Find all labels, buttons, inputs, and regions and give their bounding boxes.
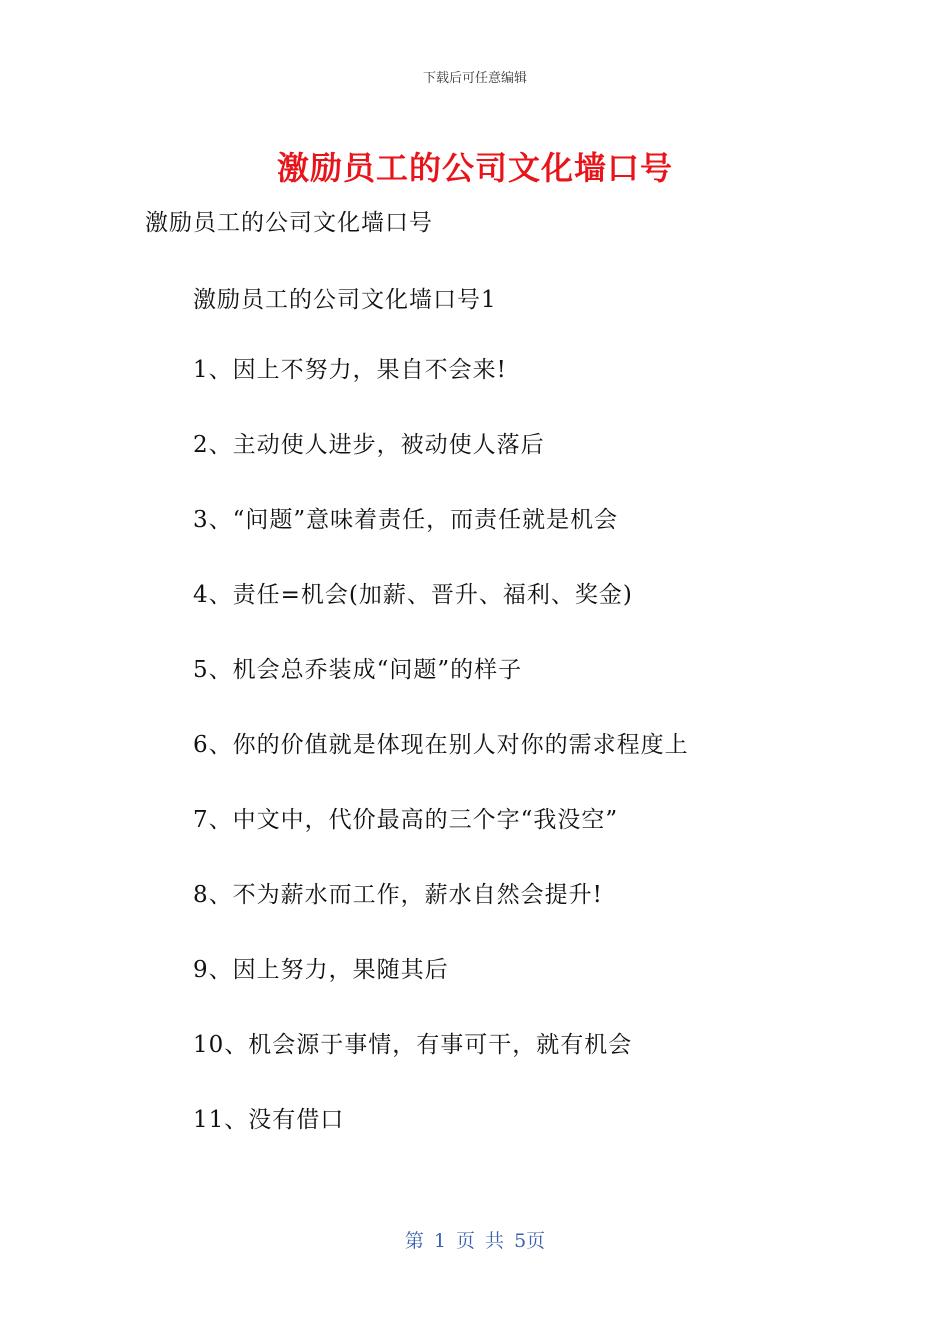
slogan-item: 11、没有借口 [193,1107,345,1133]
slogan-item: 9、因上努力，果随其后 [193,957,449,983]
slogan-item: 5、机会总乔装成“问题”的样子 [193,657,523,683]
slogan-item: 6、你的价值就是体现在别人对你的需求程度上 [193,732,689,758]
slogan-item: 4、责任=机会(加薪、晋升、福利、奖金) [193,582,633,608]
slogan-item: 10、机会源于事情，有事可干，就有机会 [193,1032,633,1058]
slogan-item: 7、中文中，代价最高的三个字“我没空” [193,807,619,833]
section-title: 激励员工的公司文化墙口号1 [193,287,497,313]
intro-text: 激励员工的公司文化墙口号 [145,210,433,236]
slogan-item: 2、主动使人进步，被动使人落后 [193,432,545,458]
slogan-list [193,355,689,1180]
page-footer: 第 1 页 共 5页 [404,1230,546,1252]
header-note: 下载后可任意编辑 [422,71,527,86]
slogan-item: 1、因上不努力，果自不会来! [193,357,507,383]
slogan-item: 8、不为薪水而工作，薪水自然会提升! [193,882,603,908]
slogan-item: 3、“问题”意味着责任，而责任就是机会 [193,507,619,533]
document-title: 激励员工的公司文化墙口号 [276,149,673,187]
